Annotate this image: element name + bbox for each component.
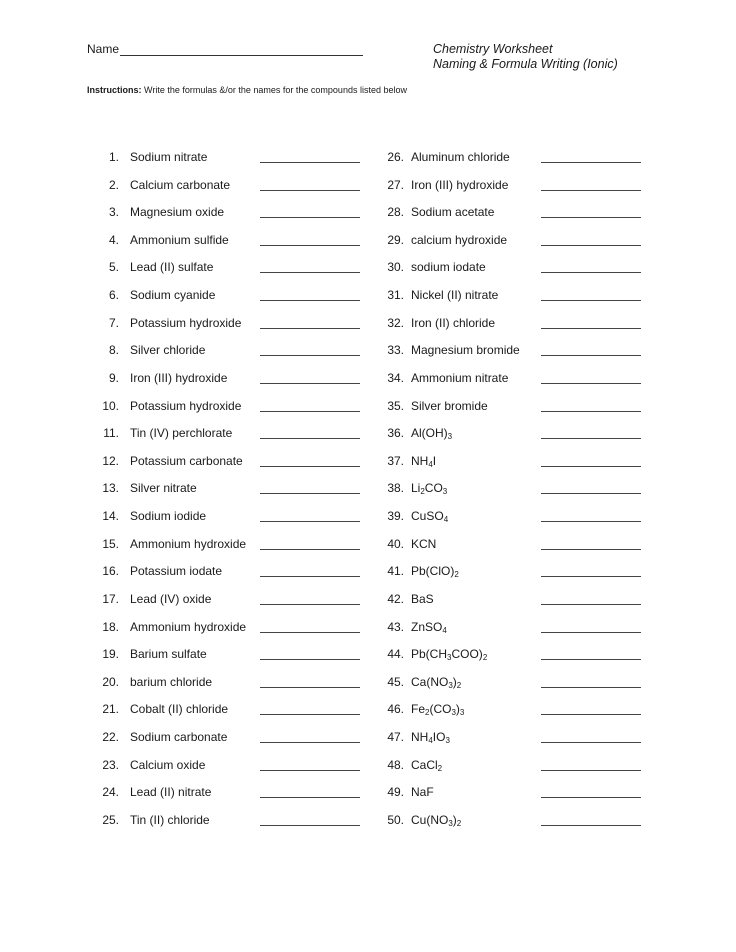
compound-text: Potassium carbonate bbox=[130, 453, 243, 468]
question-number: 34. bbox=[387, 370, 404, 385]
answer-blank[interactable] bbox=[541, 411, 641, 412]
instructions-text: Write the formulas &/or the names for the compounds listed below bbox=[141, 85, 407, 95]
answer-blank[interactable] bbox=[541, 466, 641, 467]
compound-text: Tin (II) chloride bbox=[130, 812, 210, 827]
answer-blank[interactable] bbox=[260, 576, 360, 577]
instructions bbox=[87, 85, 407, 95]
question-number: 13. bbox=[102, 481, 119, 496]
compound-text: ZnSO$_4$ bbox=[411, 619, 447, 635]
answer-blank[interactable] bbox=[260, 328, 360, 329]
compound-text: $Li_2CO_3$ bbox=[411, 481, 448, 497]
compound-text: KCN bbox=[411, 536, 437, 551]
question-number: 38. bbox=[387, 481, 404, 496]
compound-text: Magnesium oxide bbox=[130, 205, 225, 220]
question-number: 4. bbox=[108, 232, 119, 247]
compound-text: Cobalt (II) chloride bbox=[130, 702, 229, 717]
answer-blank[interactable] bbox=[541, 300, 641, 301]
question-number: 16. bbox=[102, 564, 119, 579]
answer-blank[interactable] bbox=[260, 162, 360, 163]
question-number: 8. bbox=[108, 343, 119, 358]
compound-text: calcium hydroxide bbox=[411, 232, 508, 247]
compound-text: Potassium hydroxide bbox=[130, 315, 242, 330]
answer-blank[interactable] bbox=[260, 549, 360, 550]
worksheet-subtitle: Naming & Formula Writing (Ionic) bbox=[433, 57, 618, 71]
question-number: 20. bbox=[102, 674, 119, 689]
answer-blank[interactable] bbox=[541, 272, 641, 273]
answer-blank[interactable] bbox=[260, 438, 360, 439]
answer-blank[interactable] bbox=[260, 272, 360, 273]
question-number: 28. bbox=[387, 205, 404, 220]
answer-blank[interactable] bbox=[541, 328, 641, 329]
answer-blank[interactable] bbox=[260, 714, 360, 715]
question-number: 40. bbox=[387, 536, 404, 551]
answer-blank[interactable] bbox=[541, 493, 641, 494]
question-number: 47. bbox=[387, 730, 404, 745]
worksheet-title: Chemistry Worksheet bbox=[433, 42, 553, 56]
question-number: 2. bbox=[108, 177, 119, 192]
question-number: 19. bbox=[102, 647, 119, 662]
compound-text: Silver bromide bbox=[411, 398, 488, 413]
answer-blank[interactable] bbox=[260, 493, 360, 494]
question-number: 49. bbox=[387, 785, 404, 800]
answer-blank[interactable] bbox=[260, 245, 360, 246]
question-number: 21. bbox=[102, 702, 119, 717]
compound-text: Ammonium sulfide bbox=[130, 232, 229, 247]
compound-text: NaF bbox=[411, 785, 434, 800]
answer-blank[interactable] bbox=[541, 632, 641, 633]
question-number: 1. bbox=[108, 150, 119, 164]
answer-blank[interactable] bbox=[541, 438, 641, 439]
question-number: 31. bbox=[387, 288, 404, 303]
compound-text: $Fe_2(CO_3)_3$ bbox=[411, 702, 465, 718]
question-number: 23. bbox=[102, 757, 119, 772]
answer-blank[interactable] bbox=[541, 770, 641, 771]
answer-blank[interactable] bbox=[541, 825, 641, 826]
compound-text: CuSO$_4$ bbox=[411, 509, 449, 525]
answer-blank[interactable] bbox=[541, 714, 641, 715]
question-number: 37. bbox=[387, 453, 404, 468]
answer-blank[interactable] bbox=[260, 659, 360, 660]
name-label: Name bbox=[87, 42, 120, 56]
compound-text: Lead (IV) oxide bbox=[130, 591, 212, 606]
compound-text: Silver nitrate bbox=[130, 481, 197, 496]
answer-blank[interactable] bbox=[541, 797, 641, 798]
compound-text: Calcium oxide bbox=[130, 757, 206, 772]
question-number: 35. bbox=[387, 398, 404, 413]
question-number: 48. bbox=[387, 757, 404, 772]
question-number: 29. bbox=[387, 232, 404, 247]
compound-text: barium chloride bbox=[130, 674, 213, 689]
question-number: 12. bbox=[102, 453, 119, 468]
answer-blank[interactable] bbox=[260, 521, 360, 522]
answer-blank[interactable] bbox=[260, 411, 360, 412]
question-number: 46. bbox=[387, 702, 404, 717]
question-number: 22. bbox=[102, 730, 119, 745]
question-number: 17. bbox=[102, 591, 119, 606]
answer-blank[interactable] bbox=[260, 770, 360, 771]
compound-text: Barium sulfate bbox=[130, 647, 207, 662]
answer-blank[interactable] bbox=[541, 355, 641, 356]
compound-text: Aluminum chloride bbox=[411, 150, 510, 164]
compound-text: Ammonium hydroxide bbox=[130, 619, 247, 634]
compound-text: BaS bbox=[411, 591, 434, 606]
compound-text: Potassium iodate bbox=[130, 564, 223, 579]
question-number: 50. bbox=[387, 812, 404, 827]
question-number: 24. bbox=[102, 785, 119, 800]
question-number: 9. bbox=[108, 370, 119, 385]
answer-blank[interactable] bbox=[260, 190, 360, 191]
question-number: 41. bbox=[387, 564, 404, 579]
compound-text: Magnesium bromide bbox=[411, 343, 520, 358]
answer-blank[interactable] bbox=[541, 245, 641, 246]
question-number: 43. bbox=[387, 619, 404, 634]
question-number: 3. bbox=[108, 205, 119, 220]
question-number: 45. bbox=[387, 674, 404, 689]
answer-blank[interactable] bbox=[541, 687, 641, 688]
compound-text: Sodium acetate bbox=[411, 205, 495, 220]
name-field[interactable] bbox=[120, 55, 363, 56]
compound-text: Iron (III) hydroxide bbox=[411, 177, 509, 192]
question-number: 6. bbox=[108, 288, 119, 303]
answer-blank[interactable] bbox=[541, 521, 641, 522]
answer-blank[interactable] bbox=[541, 604, 641, 605]
answer-blank[interactable] bbox=[260, 383, 360, 384]
answer-blank[interactable] bbox=[260, 217, 360, 218]
compound-text: Lead (II) nitrate bbox=[130, 785, 212, 800]
compound-text: Silver chloride bbox=[130, 343, 206, 358]
answer-blank[interactable] bbox=[541, 576, 641, 577]
compound-text: Lead (II) sulfate bbox=[130, 260, 214, 275]
question-number: 7. bbox=[108, 315, 119, 330]
answer-blank[interactable] bbox=[541, 659, 641, 660]
question-number: 44. bbox=[387, 647, 404, 662]
question-number: 33. bbox=[387, 343, 404, 358]
question-number: 39. bbox=[387, 509, 404, 524]
answer-blank[interactable] bbox=[260, 825, 360, 826]
question-number: 32. bbox=[387, 315, 404, 330]
compound-text: $Pb(ClO)_2$ bbox=[411, 564, 459, 580]
answer-blank[interactable] bbox=[260, 687, 360, 688]
answer-blank[interactable] bbox=[541, 383, 641, 384]
question-number: 11. bbox=[103, 426, 119, 441]
question-number: 26. bbox=[387, 150, 404, 164]
compound-text: Sodium iodide bbox=[130, 509, 207, 524]
compound-text: Sodium nitrate bbox=[130, 150, 208, 164]
answer-blank[interactable] bbox=[260, 466, 360, 467]
compound-text: $Al(OH)_3$ bbox=[411, 426, 453, 442]
answer-blank[interactable] bbox=[260, 355, 360, 356]
compound-text: $NH_4I$ bbox=[411, 453, 437, 469]
answer-blank[interactable] bbox=[260, 742, 360, 743]
question-number: 5. bbox=[108, 260, 119, 275]
compound-text: Potassium hydroxide bbox=[130, 398, 242, 413]
question-number: 27. bbox=[387, 177, 404, 192]
question-number: 36. bbox=[387, 426, 404, 441]
question-number: 42. bbox=[387, 591, 404, 606]
answer-blank[interactable] bbox=[541, 217, 641, 218]
compound-text: Ammonium nitrate bbox=[411, 370, 509, 385]
compound-text: $Ca(NO_3)_2$ bbox=[411, 674, 462, 690]
answer-blank[interactable] bbox=[260, 604, 360, 605]
compound-text: $Pb(CH_3COO)_2$ bbox=[411, 647, 488, 663]
compound-text: $NH_4IO_3$ bbox=[411, 730, 450, 746]
answer-blank[interactable] bbox=[260, 797, 360, 798]
compound-text: Sodium cyanide bbox=[130, 288, 216, 303]
question-number: 14. bbox=[102, 509, 119, 524]
answer-blank[interactable] bbox=[260, 300, 360, 301]
instructions-label: Instructions: bbox=[87, 85, 142, 95]
answer-blank[interactable] bbox=[260, 632, 360, 633]
answer-blank[interactable] bbox=[541, 190, 641, 191]
compound-text: Calcium carbonate bbox=[130, 177, 231, 192]
compound-text: sodium iodate bbox=[411, 260, 486, 275]
answer-blank[interactable] bbox=[541, 549, 641, 550]
question-number: 30. bbox=[387, 260, 404, 275]
question-number: 10. bbox=[102, 398, 119, 413]
compound-text: Sodium carbonate bbox=[130, 730, 228, 745]
compound-text: Ammonium hydroxide bbox=[130, 536, 247, 551]
compound-text: Iron (III) hydroxide bbox=[130, 370, 228, 385]
compound-text: Iron (II) chloride bbox=[411, 315, 496, 330]
question-number: 15. bbox=[102, 536, 119, 551]
compound-text: CaCl$_2$ bbox=[411, 757, 443, 773]
answer-blank[interactable] bbox=[541, 742, 641, 743]
compound-text: $Cu(NO_3)_2$ bbox=[411, 812, 462, 828]
answer-blank[interactable] bbox=[541, 162, 641, 163]
question-number: 25. bbox=[102, 812, 119, 827]
compound-text: Tin (IV) perchlorate bbox=[130, 426, 233, 441]
question-number: 18. bbox=[102, 619, 119, 634]
compound-text: Nickel (II) nitrate bbox=[411, 288, 499, 303]
